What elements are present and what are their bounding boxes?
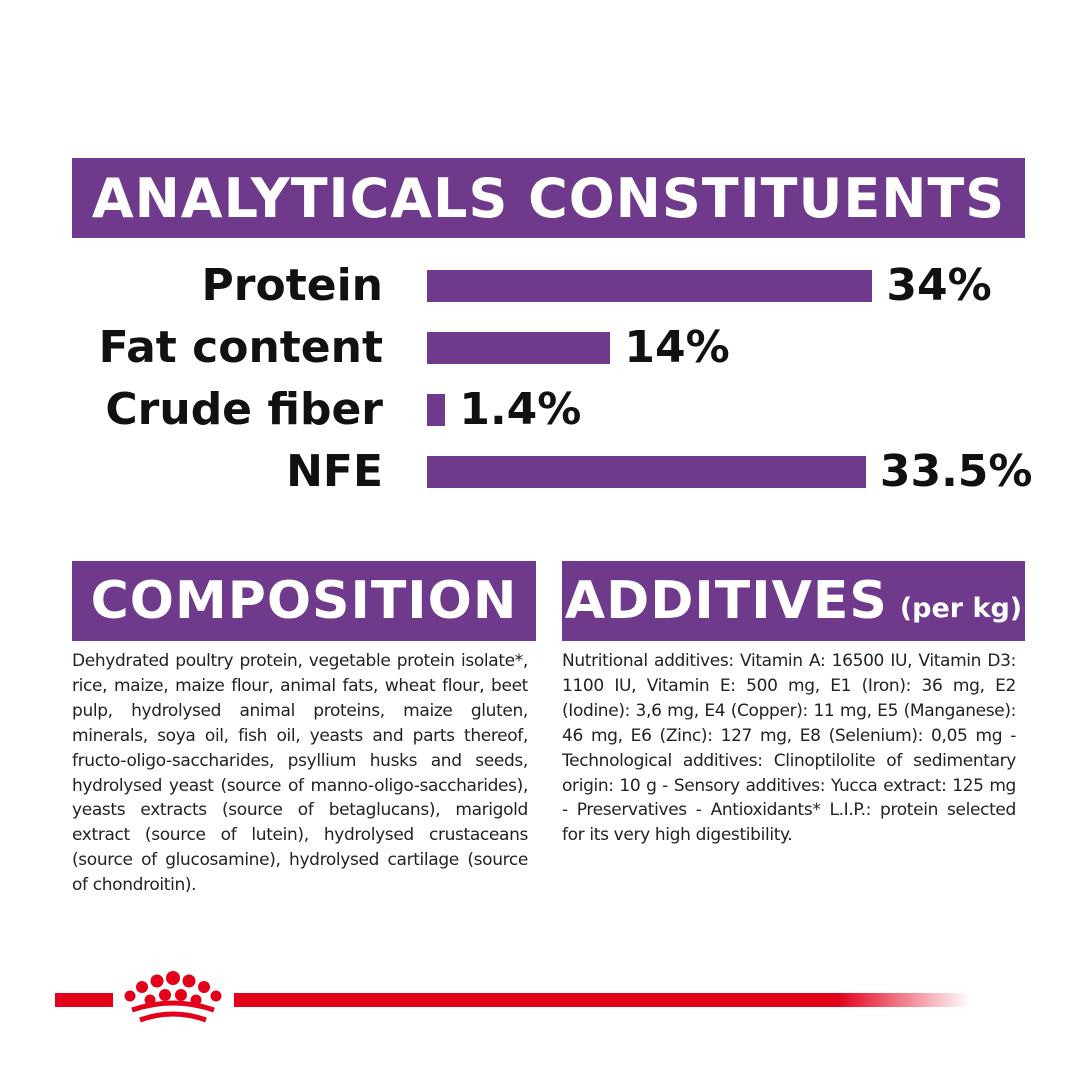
bar-label: Crude fiber — [105, 384, 383, 435]
crown-icon — [118, 966, 228, 1028]
footer-red-line-left — [55, 993, 113, 1007]
analytical-title: ANALYTICALS CONSTITUENTS — [91, 166, 1006, 230]
bar — [427, 332, 610, 364]
bar-value-label: 1.4% — [459, 384, 582, 435]
bar-value-label: 33.5% — [879, 446, 1033, 497]
additives-subtitle: (per kg) — [899, 592, 1023, 624]
additives-text: Nutritional additives: Vitamin A: 16500 IU, Vitamin D3: 1100 IU, Vitamin E: 500 mg, E1 (Iron): 36 mg, E2 (Iodine): 3,6 mg, E4 (Copper): 11 mg, E5 (Manganese): 46 mg, E6 (Zinc): 127 mg, E8 (Selenium): 0,05 mg - Technological additives: Clinoptilolite of sedimentary origin: 10 g - Sensory additives: Yucca extract: 125 mg - Preservatives - Antioxidants* L.I.P.: protein selected for its very high digestibility. — [562, 651, 1016, 846]
bar-label: Fat content — [98, 322, 383, 373]
composition-title: COMPOSITION — [90, 571, 518, 631]
composition-text: Dehydrated poultry protein, vegetable protein isolate*, rice, maize, maize flour, animal fats, wheat flour, beet pulp, hydrolysed animal proteins, maize gluten, minerals, soya oil, fish oil, yeasts and parts thereof, fructo-oligo-saccharides, psyllium husks and seeds, hydrolysed yeast (source of manno-oligo-saccharides), yeasts extracts (source of betaglucans), marigold extract (source of lutein), hydrolysed crustaceans (source of glucosamine), hydrolysed cartilage (source of chondroitin). — [72, 651, 528, 896]
bar — [427, 456, 866, 488]
bar-label: NFE — [286, 446, 383, 497]
bar — [427, 394, 445, 426]
bar-label: Protein — [201, 260, 383, 311]
composition-title-banner — [72, 561, 536, 641]
additives-title-banner — [562, 561, 1025, 641]
bar-value-label: 34% — [886, 260, 992, 311]
additives-title: ADDITIVES — [564, 571, 888, 631]
bar — [427, 270, 872, 302]
bar-value-label: 14% — [624, 322, 730, 373]
footer-red-line-right — [234, 993, 970, 1007]
